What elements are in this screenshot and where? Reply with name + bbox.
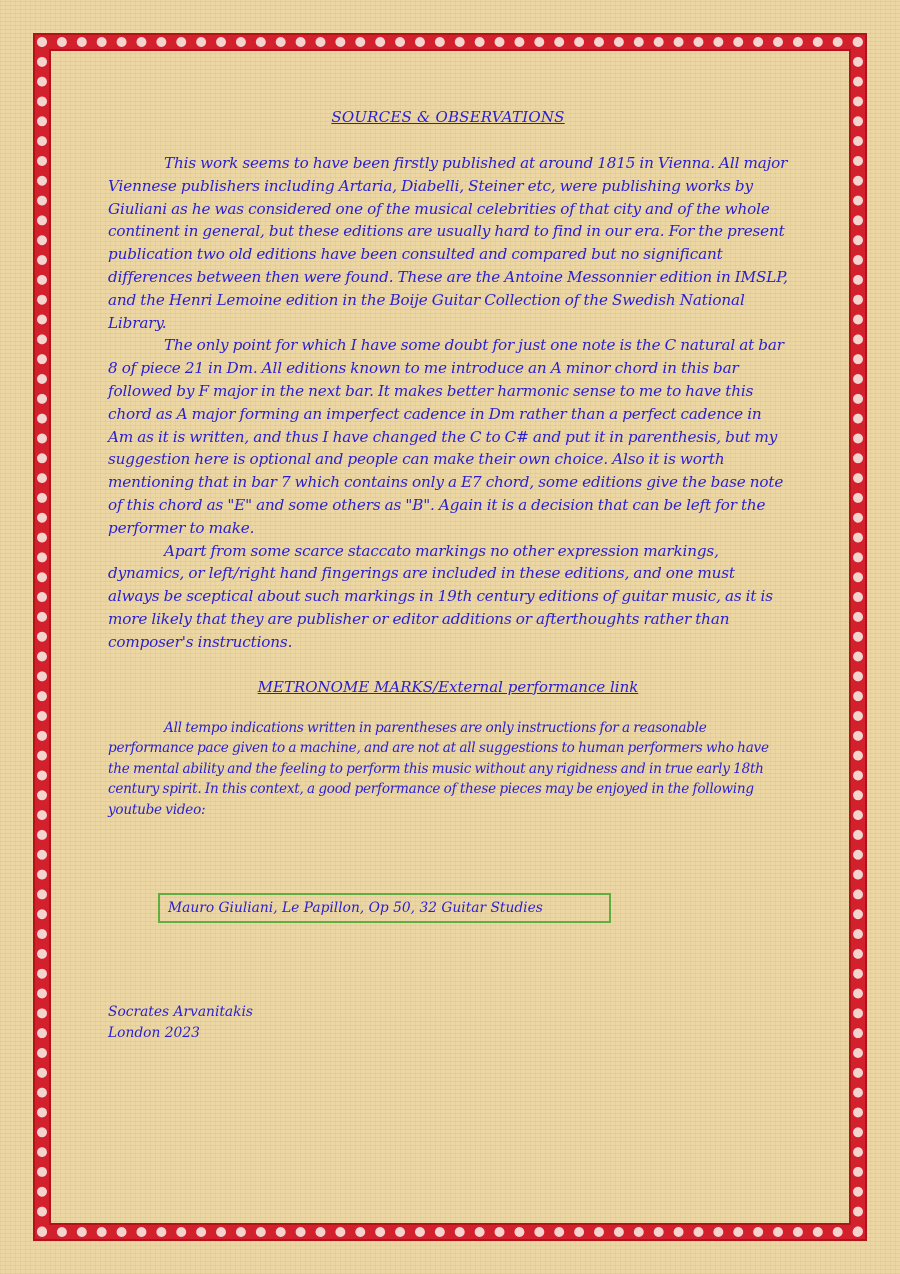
signature-name: Socrates Arvanitakis: [108, 1004, 253, 1020]
youtube-link-text[interactable]: Mauro Giuliani, Le Papillon, Op 50, 32 Guitar Studies: [168, 900, 543, 916]
sources-heading: SOURCES & OBSERVATIONS: [331, 108, 565, 126]
paragraph-doubt: The only point for which I have some doubt for just one note is the C natural at bar 8 of piece 21 in Dm. All editions known to me introduce an A minor chord in this bar followed by F major in the next bar. It makes better harmonic sense to me to have this chord as A major forming an imperfect cadence in Dm rather than a perfect cadence in Am as it is written, and thus I have changed the C to C# and put it in parenthesis, but my suggestion here is optional and people can make their own choice. Also it is worth mentioning that in bar 7 which contains only a E7 chord, some editions give the base note of this chord as "E" and some others as "B". Again it is a decision that can be left for the performer to make.: [108, 336, 784, 537]
document-body: [108, 108, 788, 820]
paragraph-metronome: All tempo indications written in parentheses are only instructions for a reasonable performance pace given to a machine, and are not at all suggestions to human performers who have the mental ability and the feeling to perform this music without any rigidness and in true early 18th century spirit. In this context, a good performance of these pieces may be enjoyed in the following youtube video:: [108, 719, 769, 818]
youtube-link[interactable]: [158, 893, 611, 923]
metronome-heading: METRONOME MARKS/External performance link: [257, 677, 639, 696]
paragraph-markings: Apart from some scarce staccato markings no other expression markings, dynamics, or left/right hand fingerings are included in these editions, and one must always be sceptical about such markings in 19th century editions of guitar music, as it is more likely that they are publisher or editor additions or afterthoughts rather than composer's instructions.: [108, 541, 773, 651]
signature-block: [108, 1002, 253, 1044]
signature-place: London 2023: [108, 1025, 200, 1041]
paragraph-sources: This work seems to have been firstly published at around 1815 in Vienna. All major Viennese publishers including Artaria, Diabelli, Steiner etc, were publishing works by Giuliani as he was considered one of the musical celebrities of that city and of the whole continent in general, but these editions are usually hard to find in our era. For the present publication two old editions have been consulted and compared but no significant differences between then were found. These are the Antoine Messonnier edition in IMSLP, and the Henri Lemoine edition in the Boije Guitar Collection of the Swedish National Library.: [108, 154, 788, 332]
